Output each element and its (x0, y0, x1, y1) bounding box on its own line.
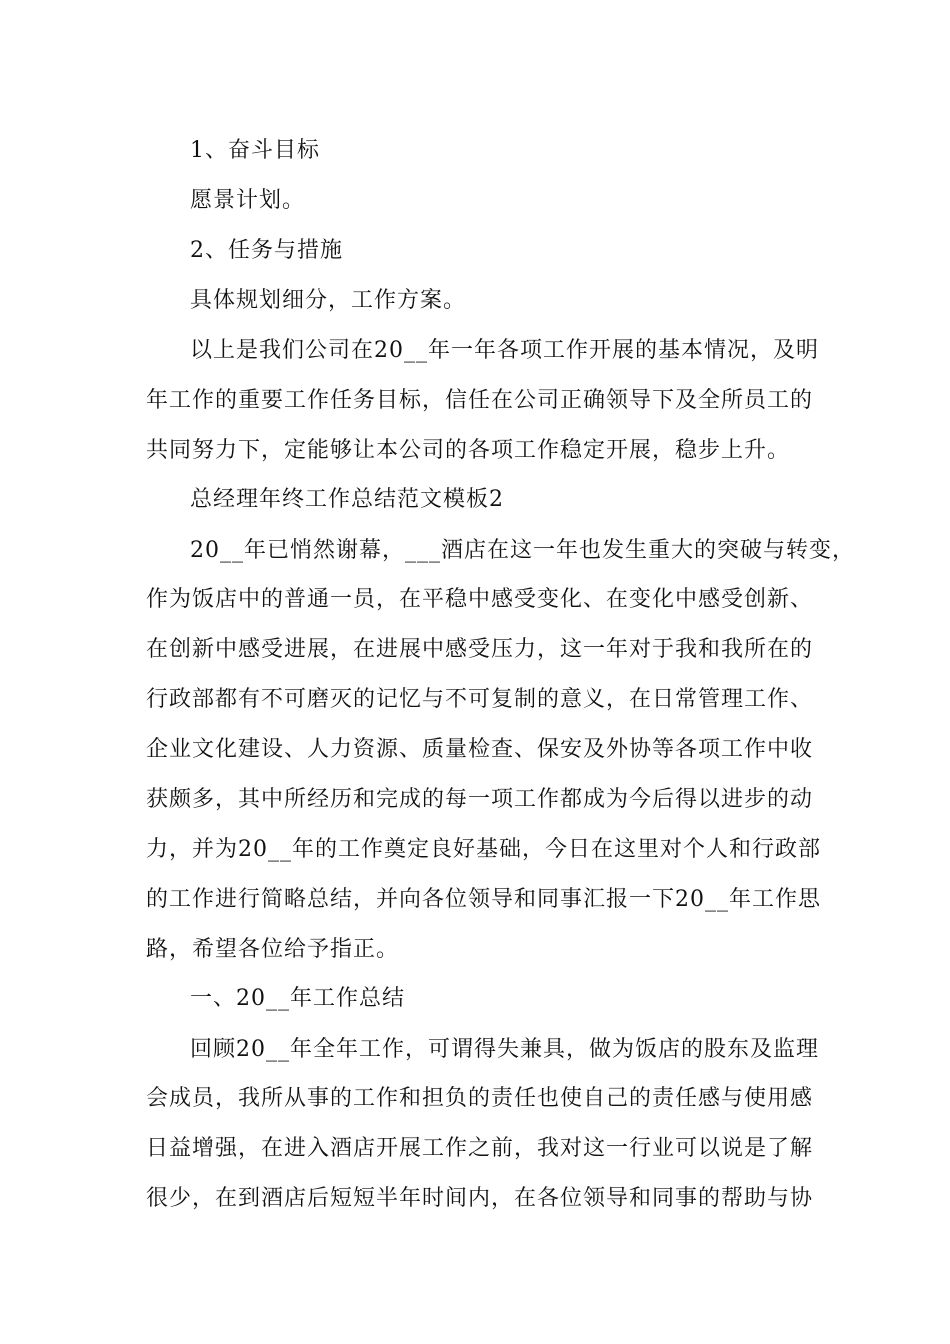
text-line: 以上是我们公司在20__年一年各项工作开展的基本情况，及明 (190, 338, 819, 363)
text-line: 力，并为20__年的工作奠定良好基础，今日在这里对个人和行政部 (146, 837, 821, 862)
text-line: 具体规划细分，工作方案。 (190, 288, 467, 313)
text-line: 获颇多，其中所经历和完成的每一项工作都成为今后得以进步的动 (146, 787, 814, 812)
text-line: 年工作的重要工作任务目标，信任在公司正确领导下及全所员工的 (146, 388, 814, 413)
section-heading: 总经理年终工作总结范文模板2 (190, 487, 504, 512)
text-line: 20__年已悄然谢幕，___酒店在这一年也发生重大的突破与转变， (190, 538, 855, 563)
section-heading: 一、20__年工作总结 (190, 986, 405, 1011)
text-line: 的工作进行简略总结，并向各位领导和同事汇报一下20__年工作思 (146, 887, 821, 912)
text-line: 1、奋斗目标 (190, 138, 320, 163)
text-line: 共同努力下，定能够让本公司的各项工作稳定开展，稳步上升。 (146, 438, 791, 463)
text-line: 愿景计划。 (190, 188, 306, 213)
text-line: 在创新中感受进展，在进展中感受压力，这一年对于我和我所在的 (146, 637, 814, 662)
text-line: 日益增强，在进入酒店开展工作之前，我对这一行业可以说是了解 (146, 1136, 814, 1161)
text-line: 2、任务与措施 (190, 238, 343, 263)
text-line: 企业文化建设、人力资源、质量检查、保安及外协等各项工作中收 (146, 737, 814, 762)
text-line: 会成员，我所从事的工作和担负的责任也使自己的责任感与使用感 (146, 1086, 814, 1111)
text-line: 路，希望各位给予指正。 (146, 937, 400, 962)
text-line: 很少，在到酒店后短短半年时间内，在各位领导和同事的帮助与协 (146, 1186, 814, 1211)
text-line: 回顾20__年全年工作，可谓得失兼具，做为饭店的股东及监理 (190, 1037, 819, 1062)
text-line: 行政部都有不可磨灭的记忆与不可复制的意义，在日常管理工作、 (146, 687, 814, 712)
text-line: 作为饭店中的普通一员，在平稳中感受变化、在变化中感受创新、 (146, 587, 814, 612)
